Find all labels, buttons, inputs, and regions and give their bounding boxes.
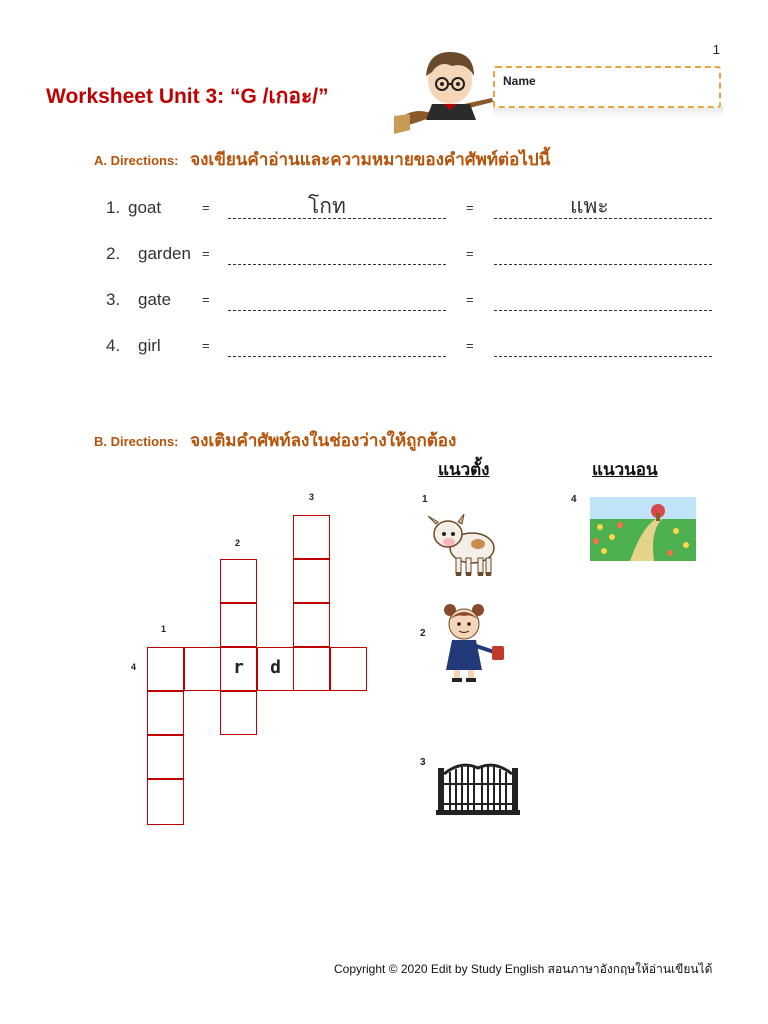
meaning-blank[interactable] (494, 290, 712, 311)
girl-picture-icon (436, 600, 516, 684)
meaning-answer: แพะ (570, 194, 609, 218)
reading-answer: โกท (308, 194, 346, 218)
crossword-cell[interactable] (147, 735, 184, 779)
vocab-row-3 (106, 290, 726, 314)
crossword-cell[interactable] (147, 647, 184, 691)
crossword-cell-filled[interactable]: d (257, 647, 294, 691)
horizontal-clues-heading: แนวนอน (592, 460, 658, 479)
section-b-heading (94, 427, 456, 454)
equals-sign: = (466, 246, 474, 261)
equals-sign: = (466, 292, 474, 307)
crossword-cell[interactable] (184, 647, 221, 691)
vocab-word: gate (138, 290, 172, 309)
clue-number-2: 2 (235, 538, 241, 548)
equals-sign: = (466, 338, 474, 353)
vocab-word: girl (138, 336, 161, 355)
clue-number-4: 4 (131, 662, 137, 672)
picture-number-1: 1 (422, 494, 428, 505)
vocab-row-2 (106, 244, 726, 268)
picture-number-2: 2 (420, 628, 426, 639)
picture-number-4: 4 (571, 494, 577, 505)
vocab-word: garden (138, 244, 191, 263)
reading-blank[interactable] (228, 336, 446, 357)
meaning-blank[interactable] (494, 336, 712, 357)
reading-blank[interactable] (228, 194, 446, 219)
crossword-cell[interactable] (293, 603, 330, 647)
meaning-blank[interactable] (494, 244, 712, 265)
crossword-cell[interactable] (293, 559, 330, 603)
picture-number-3: 3 (420, 757, 426, 768)
equals-sign: = (202, 292, 210, 307)
crossword-cell[interactable] (220, 603, 257, 647)
wizard-mascot-icon (392, 38, 502, 138)
crossword-cell[interactable] (330, 647, 367, 691)
vocab-row-1 (106, 194, 726, 222)
crossword-cell-filled[interactable]: r (220, 647, 257, 691)
worksheet-title: Worksheet Unit 3: “G /เกอะ/” (46, 85, 329, 108)
vocab-word: goat (128, 198, 162, 217)
crossword-cell[interactable] (293, 647, 330, 691)
crossword-cell[interactable] (220, 559, 257, 603)
vertical-clues-heading: แนวตั้ง (438, 460, 490, 479)
garden-picture-icon (590, 497, 696, 561)
section-a-heading (94, 146, 550, 173)
crossword-cell[interactable] (293, 515, 330, 559)
row-number: 1. (106, 198, 121, 217)
section-b-label: B. Directions: (94, 434, 179, 449)
reading-blank[interactable] (228, 290, 446, 311)
clue-number-3: 3 (309, 492, 315, 502)
equals-sign: = (202, 246, 210, 261)
crossword-cell[interactable] (220, 691, 257, 735)
crossword-cell[interactable] (147, 779, 184, 825)
row-number: 2. (106, 244, 121, 263)
row-number: 4. (106, 336, 121, 355)
equals-sign: = (202, 200, 210, 215)
gate-picture-icon (436, 754, 520, 816)
equals-sign: = (466, 200, 474, 215)
section-a-instruction: จงเขียนคำอ่านและความหมายของคำศัพท์ต่อไปนี้ (190, 150, 551, 169)
row-number: 3. (106, 290, 121, 309)
equals-sign: = (202, 338, 210, 353)
meaning-blank[interactable] (494, 194, 712, 219)
vocab-row-4 (106, 336, 726, 360)
goat-picture-icon (420, 500, 502, 580)
crossword-cell[interactable] (147, 691, 184, 735)
name-label: Name (503, 74, 536, 88)
name-field[interactable] (493, 66, 721, 108)
section-a-label: A. Directions: (94, 153, 179, 168)
clue-number-1: 1 (161, 624, 167, 634)
reading-blank[interactable] (228, 244, 446, 265)
section-b-instruction: จงเติมคำศัพท์ลงในช่องว่างให้ถูกต้อง (190, 431, 457, 450)
page-number: 1 (712, 42, 720, 57)
copyright-footer: Copyright © 2020 Edit by Study English สอนภาษาอังกฤษให้อ่านเขียนได้ (334, 962, 713, 976)
